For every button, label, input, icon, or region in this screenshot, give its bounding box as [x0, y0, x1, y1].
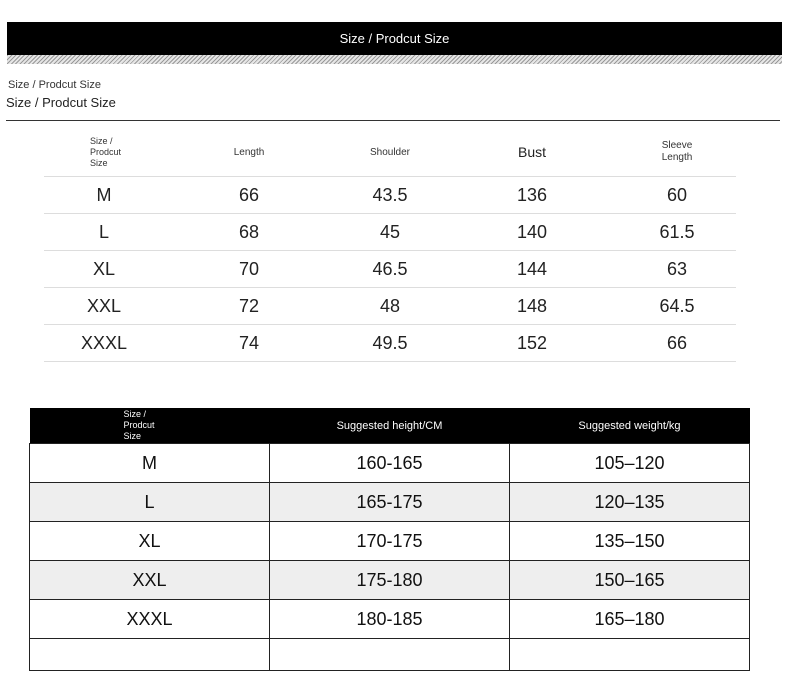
- cell-height: 165-175: [270, 483, 510, 522]
- cell-shoulder: 49.5: [372, 332, 408, 353]
- cell-sleeve: 60: [666, 184, 688, 205]
- divider: [6, 120, 780, 121]
- cell-weight: 135–150: [510, 522, 750, 561]
- cell-length: 74: [238, 332, 260, 353]
- cell-size: XXL: [30, 561, 270, 600]
- header-size-line3: Size: [90, 157, 108, 168]
- cell-sleeve: 61.5: [659, 221, 695, 242]
- cell-height: 170-175: [270, 522, 510, 561]
- table-row: [30, 444, 750, 483]
- cell-sleeve: 64.5: [659, 295, 695, 316]
- cell-size: L: [30, 483, 270, 522]
- header-sleeve-line1: Sleeve: [661, 140, 693, 151]
- cell-weight: 120–135: [510, 483, 750, 522]
- cell-size: XL: [92, 258, 116, 279]
- header-length: Length: [233, 146, 265, 158]
- cell-weight: 105–120: [510, 444, 750, 483]
- cell-bust: 140: [516, 221, 548, 242]
- table-row: [44, 325, 736, 362]
- header-size-line3: Size: [123, 431, 142, 441]
- cell-weight: 165–180: [510, 600, 750, 639]
- measurement-header-row: [44, 128, 736, 177]
- header-sleeve-length: [618, 140, 736, 164]
- cell-height: 175-180: [270, 561, 510, 600]
- banner-stripe: [7, 55, 782, 64]
- table-row: [44, 288, 736, 325]
- cell-size: M: [30, 444, 270, 483]
- cell-length: 72: [238, 295, 260, 316]
- subtitle-small: Size / Prodcut Size: [8, 79, 101, 91]
- cell-weight: 150–165: [510, 561, 750, 600]
- table-row: [44, 251, 736, 288]
- cell-size: XXXL: [80, 332, 128, 353]
- empty-cell: [270, 639, 510, 671]
- cell-height: 160-165: [270, 444, 510, 483]
- cell-height: 180-185: [270, 600, 510, 639]
- title-banner: [7, 22, 782, 55]
- suggestion-header-row: [30, 408, 750, 444]
- table-row: [30, 561, 750, 600]
- cell-length: 70: [238, 258, 260, 279]
- cell-length: 68: [238, 221, 260, 242]
- cell-bust: 144: [516, 258, 548, 279]
- table-row: [30, 600, 750, 639]
- empty-cell: [30, 639, 270, 671]
- table-row: [30, 522, 750, 561]
- cell-bust: 152: [516, 332, 548, 353]
- table-row: [44, 214, 736, 251]
- empty-cell: [510, 639, 750, 671]
- cell-shoulder: 43.5: [372, 184, 408, 205]
- banner-title: Size / Prodcut Size: [339, 31, 450, 46]
- table-row: [44, 177, 736, 214]
- cell-bust: 136: [516, 184, 548, 205]
- cell-shoulder: 45: [379, 221, 401, 242]
- header-size-line2: Prodcut: [123, 420, 155, 430]
- table-row: [30, 483, 750, 522]
- header-size: [30, 408, 270, 444]
- cell-size: XXL: [86, 295, 122, 316]
- cell-size: XL: [30, 522, 270, 561]
- cell-size: XXXL: [30, 600, 270, 639]
- empty-row: [30, 639, 750, 671]
- header-weight: Suggested weight/kg: [510, 408, 750, 444]
- header-shoulder: Shoulder: [369, 146, 411, 158]
- cell-sleeve: 63: [666, 258, 688, 279]
- cell-size: M: [96, 184, 112, 205]
- cell-length: 66: [238, 184, 260, 205]
- header-bust: Bust: [517, 144, 546, 160]
- header-sleeve-line2: Length: [661, 152, 693, 163]
- cell-shoulder: 46.5: [372, 258, 408, 279]
- cell-bust: 148: [516, 295, 548, 316]
- cell-sleeve: 66: [666, 332, 688, 353]
- header-size-line1: Size /: [90, 135, 113, 146]
- header-height: Suggested height/CM: [270, 408, 510, 444]
- header-size-line1: Size /: [123, 409, 147, 419]
- subtitle-large: Size / Prodcut Size: [6, 95, 116, 110]
- measurement-table: [44, 128, 736, 362]
- cell-size: L: [98, 221, 109, 242]
- cell-shoulder: 48: [379, 295, 401, 316]
- header-size-line2: Prodcut: [90, 146, 122, 157]
- header-size: [44, 136, 164, 169]
- suggestion-table: [29, 408, 750, 671]
